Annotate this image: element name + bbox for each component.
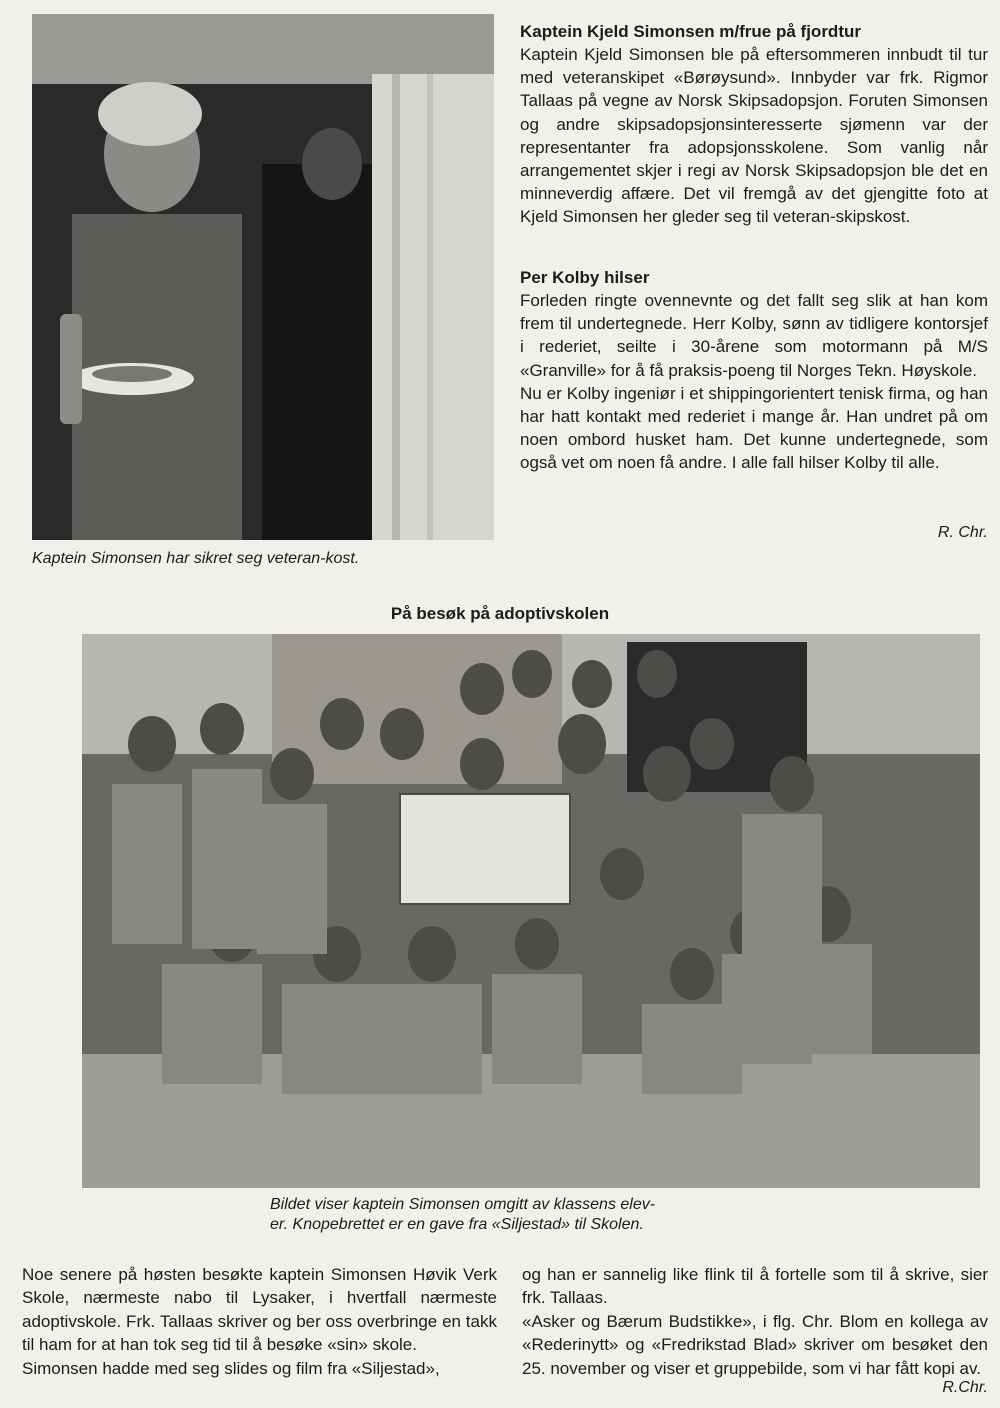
group-photo-caption-line2: er. Knopebrettet er en gave fra «Siljestad» til Skolen. bbox=[270, 1216, 644, 1233]
bottom-left-para2: Simonsen hadde med seg slides og film fra «Siljestad», bbox=[22, 1358, 440, 1378]
section-title: På besøk på adoptivskolen bbox=[390, 604, 610, 623]
bottom-left-para1: Noe senere på høsten besøkte kaptein Simonsen Høvik Verk Skole, nærmeste nabo til Lysaker, i hvertfall nærmeste adoptivskole. Frk. Tallaas skriver og ber oss overbringe en takk til ham for at han tok seg tid til å besøke «sin» skole. bbox=[22, 1265, 497, 1355]
captain-photo-caption: Kaptein Simonsen har sikret seg veteran-kost. bbox=[32, 550, 360, 567]
bottom-right-para2: «Asker og Bærum Budstikke», i flg. Chr. Blom en kollega av «Rederinytt» og «Fredrikstad Blad» skriver om besøket den 25. november og viser et gruppebilde, som vi har fått kopi av. bbox=[522, 1311, 988, 1378]
captain-photo bbox=[32, 14, 494, 540]
article-fjordtur-heading: Kaptein Kjeld Simonsen m/frue på fjordtur bbox=[520, 22, 861, 41]
bottom-left-column bbox=[22, 1263, 497, 1380]
article-fjordtur bbox=[520, 20, 988, 229]
article-kolby-para1: Forleden ringte ovennevnte og det fallt seg slik at han kom frem til undertegnede. Herr Kolby, sønn av tidligere kontorsjef i rederiet, seilte i 30-årene som motormann på M/S «Granville» for å få praksis-poeng til Norges Tekn. Høyskole. bbox=[520, 291, 988, 380]
group-photo-caption-line1: Bildet viser kaptein Simonsen omgitt av klassens elev- bbox=[270, 1196, 656, 1213]
article-kolby bbox=[520, 266, 988, 475]
article-kolby-heading: Per Kolby hilser bbox=[520, 268, 650, 287]
bottom-right-column bbox=[522, 1263, 988, 1380]
bottom-signature: R.Chr. bbox=[942, 1379, 988, 1396]
article-fjordtur-body: Kaptein Kjeld Simonsen ble på eftersommeren innbudt til tur med veteranskipet «Børøysund». Innbyder var frk. Rigmor Tallaas på vegne av Norsk Skipsadopsjon. Foruten Simonsen og andre skipsadopsjonsinteresserte sjømenn var der representanter fra adopsjonsskolene. Som vanlig når arrangementet skjer i regi av Norsk Skipsadopsjon ble det en minneverdig affære. Det vil fremgå av det gjengitte foto at Kjeld Simonsen her gleder seg til veteran-skipskost. bbox=[520, 45, 988, 227]
article-kolby-para2: Nu er Kolby ingeniør i et shippingorientert tenisk firma, og han har hatt kontakt med rederiet i mange år. Han undret på om noen ombord husket ham. Det kunne undertegnede, som også vet om noen få andre. I alle fall hilser Kolby til alle. bbox=[520, 383, 988, 473]
group-photo-caption bbox=[270, 1195, 780, 1235]
group-photo bbox=[82, 634, 980, 1188]
article-kolby-signature: R. Chr. bbox=[937, 524, 988, 541]
captain-photo-drawing bbox=[32, 14, 494, 540]
group-photo-drawing bbox=[82, 634, 980, 1188]
bottom-right-para1: og han er sannelig like flink til å fortelle som til å skrive, sier frk. Tallaas. bbox=[522, 1265, 988, 1308]
